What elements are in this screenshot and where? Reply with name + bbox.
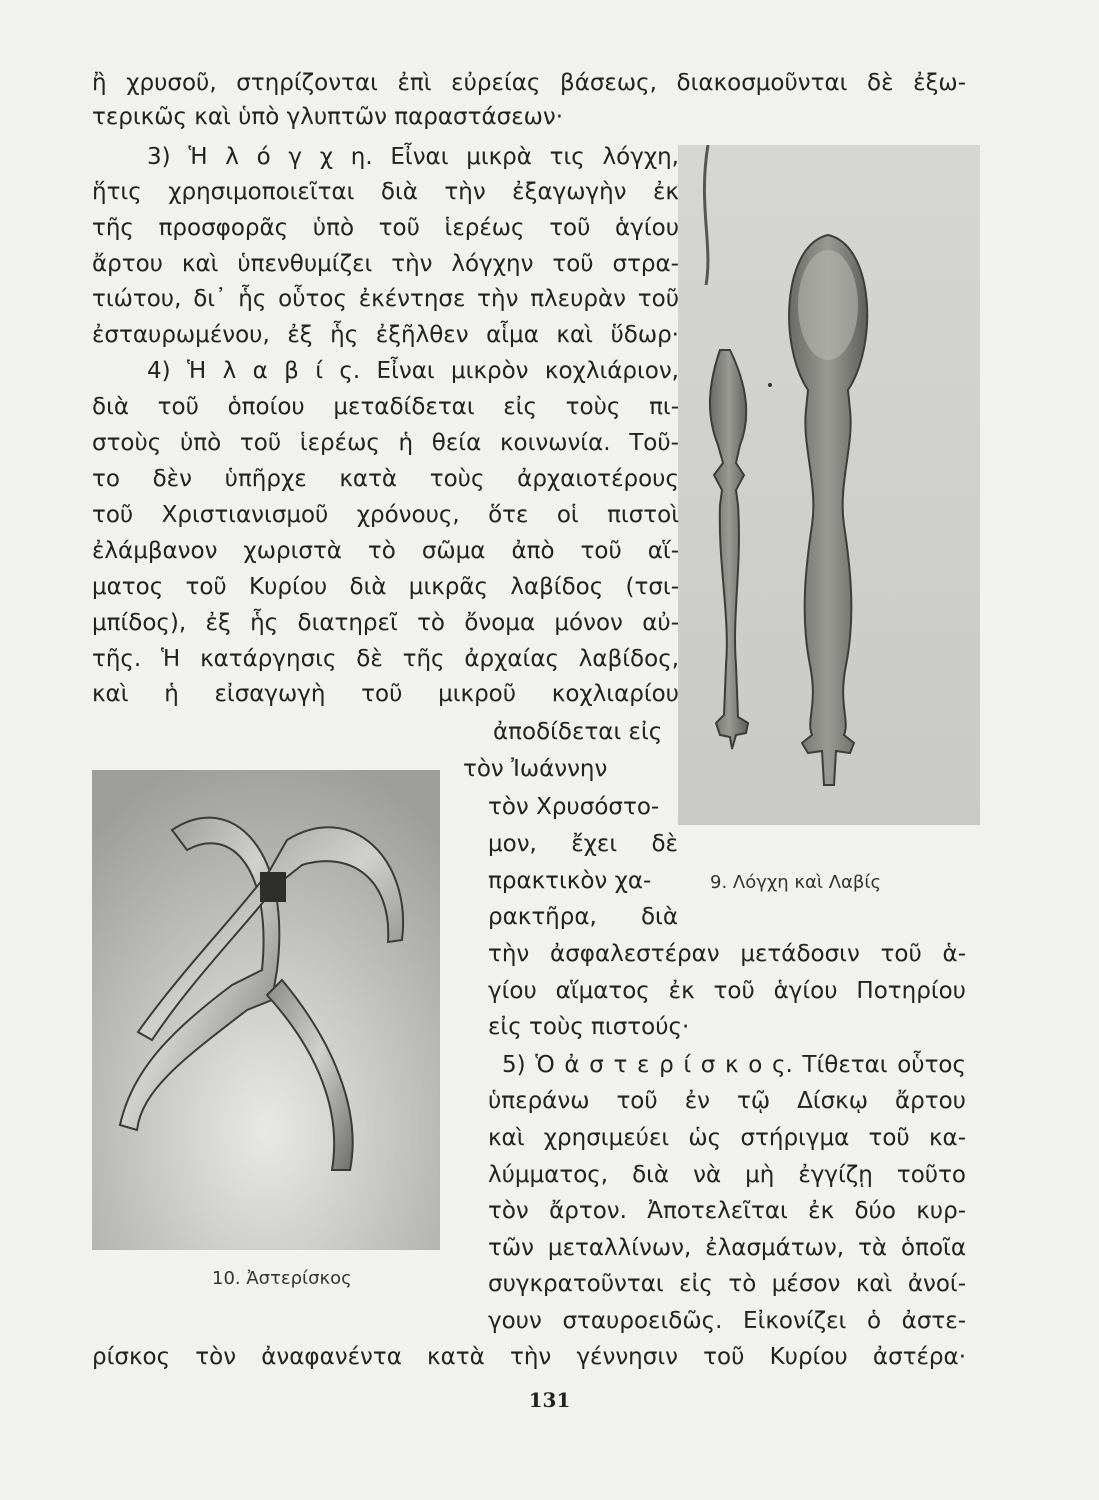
text-line-5: τῆς προσφορᾶς ὑπὸ τοῦ ἱερέως τοῦ ἁγίου — [92, 215, 679, 241]
figure-9-caption: 9. Λόγχη καὶ Λαβίς — [710, 872, 882, 893]
text-line-11: στοὺς ὑπὸ τοῦ ἱερέως ἡ θεία κοινωνία. Τοῦ- — [92, 430, 679, 456]
figure-10-caption: 10. Ἀστερίσκος — [212, 1268, 352, 1289]
text-line-2: τερικῶς καὶ ὑπὸ γλυπτῶν παραστάσεων· — [92, 104, 564, 130]
text-line-6: ἄρτου καὶ ὑπενθυμίζει τὴν λόγχην τοῦ στρα- — [92, 251, 679, 277]
text-line-19: ἀποδίδεται εἰς — [493, 719, 663, 745]
page-number: 131 — [528, 1388, 571, 1412]
text-line-24: ρακτῆρα, διὰ — [488, 904, 678, 930]
text-line-22: μον, ἔχει δὲ — [488, 831, 678, 857]
text-line-3: 3) Ἡ λ ό γ χ η. Εἶναι μικρὰ τις λόγχη, — [147, 144, 679, 170]
text-line-33: τῶν μεταλλίνων, ἐλασμάτων, τὰ ὁποῖα — [488, 1235, 966, 1261]
text-line-18: καὶ ἡ εἰσαγωγὴ τοῦ μικροῦ κοχλιαρίου — [92, 681, 679, 707]
text-line-32: τὸν ἄρτον. Ἀποτελεῖται ἐκ δύο κυρ- — [488, 1198, 966, 1224]
text-line-15: ματος τοῦ Κυρίου διὰ μικρᾶς λαβίδος (τσι- — [92, 574, 679, 600]
text-line-27: εἰς τοὺς πιστούς· — [488, 1014, 690, 1040]
text-line-1: ἢ χρυσοῦ, στηρίζονται ἐπὶ εὐρείας βάσεως, διακοσμοῦνται δὲ ἐξω- — [92, 70, 966, 96]
text-line-36: ρίσκος τὸν ἀναφανέντα κατὰ τὴν γέννησιν τοῦ Κυρίου ἀστέρα· — [92, 1344, 966, 1370]
text-line-17: τῆς. Ἡ κατάργησις δὲ τῆς ἀρχαίας λαβίδος, — [92, 646, 679, 672]
text-line-4: ἥτις χρησιμοποιεῖται διὰ τὴν ἐξαγωγὴν ἐκ — [92, 179, 679, 205]
text-line-10: διὰ τοῦ ὁποίου μεταδίδεται εἰς τοὺς πι- — [92, 394, 679, 420]
text-line-28: 5) Ὁ ἀ σ τ ε ρ ί σ κ ο ς. Τίθεται οὗτος — [502, 1052, 966, 1078]
lance-and-spoon-image — [678, 145, 980, 825]
text-line-30: καὶ χρησιμεύει ὡς στήριγμα τοῦ κα- — [488, 1125, 966, 1151]
text-line-20: τὸν Ἰωάννην — [463, 756, 608, 782]
text-line-16: μπίδος), ἐξ ἧς διατηρεῖ τὸ ὄνομα μόνον αὐ- — [92, 610, 679, 636]
text-line-34: συγκρατοῦνται εἰς τὸ μέσον καὶ ἀνοί- — [488, 1271, 966, 1297]
text-line-25: τὴν ἀσφαλεστέραν μετάδοσιν τοῦ ἁ- — [488, 941, 966, 967]
text-line-7: τιώτου, δι᾽ ἧς οὗτος ἐκέντησε τὴν πλευρὰν τοῦ — [92, 286, 679, 312]
asteriskos-center-joint — [260, 872, 286, 902]
text-line-26: γίου αἵματος ἐκ τοῦ ἁγίου Ποτηρίου — [488, 978, 966, 1004]
text-line-29: ὑπεράνω τοῦ ἐν τῷ Δίσκῳ ἄρτου — [488, 1088, 966, 1114]
text-line-23: πρακτικὸν χα- — [488, 868, 652, 894]
figure-10-photo — [92, 770, 440, 1250]
text-line-8: ἐσταυρωμένου, ἐξ ἧς ἐξῆλθεν αἷμα καὶ ὕδωρ· — [92, 322, 679, 348]
text-line-13: τοῦ Χριστιανισμοῦ χρόνους, ὅτε οἱ πιστοὶ — [92, 502, 679, 528]
figure-9-photo — [678, 145, 980, 825]
text-line-9: 4) Ἡ λ α β ί ς. Εἶναι μικρὸν κοχλιάριον, — [147, 358, 679, 384]
text-line-14: ἐλάμβανον χωριστὰ τὸ σῶμα ἀπὸ τοῦ αἵ- — [92, 538, 679, 564]
asteriskos-image — [92, 770, 440, 1250]
text-line-35: γουν σταυροειδῶς. Εἰκονίζει ὁ ἀστε- — [488, 1308, 966, 1334]
text-line-31: λύμματος, διὰ νὰ μὴ ἐγγίζῃ τοῦτο — [488, 1162, 966, 1188]
text-line-12: το δὲν ὑπῆρχε κατὰ τοὺς ἀρχαιοτέρους — [92, 466, 679, 492]
text-line-21: τὸν Χρυσόστο- — [488, 794, 660, 820]
